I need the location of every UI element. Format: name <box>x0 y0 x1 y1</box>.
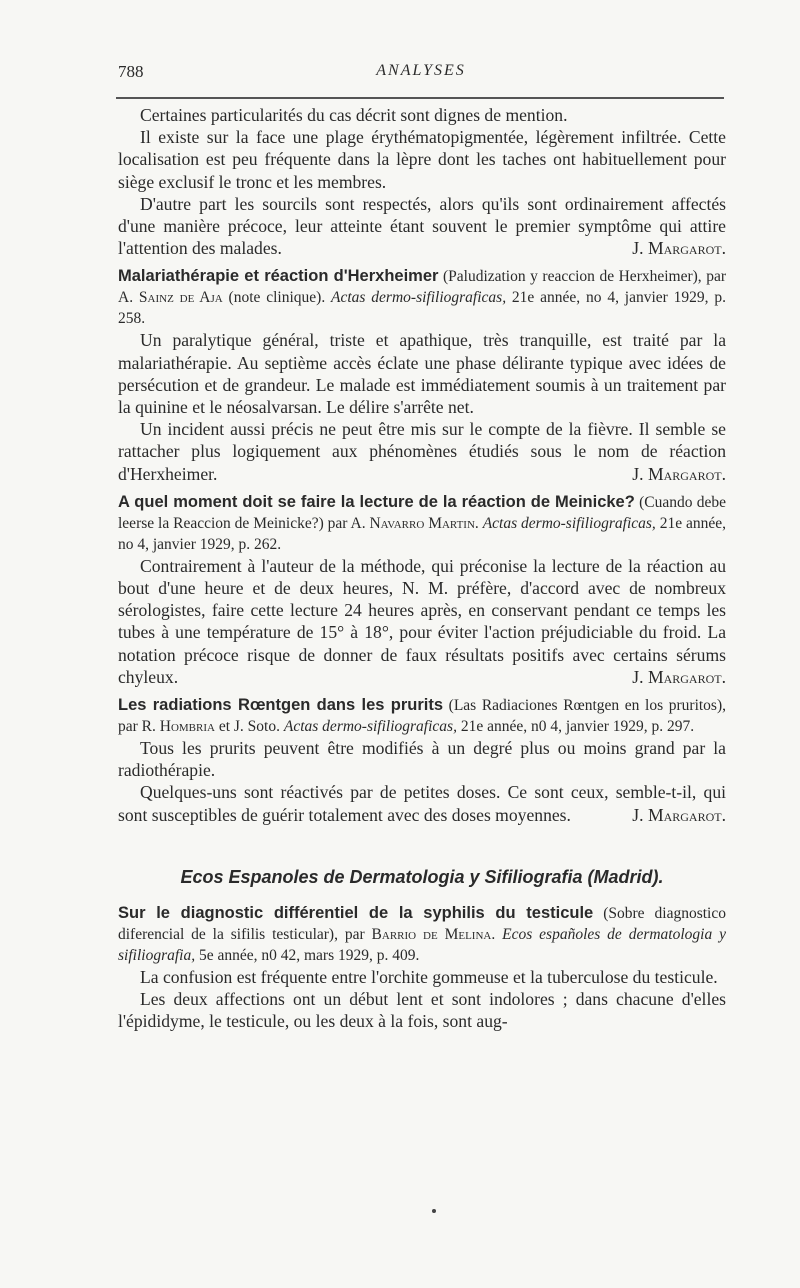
paragraph: Les deux affections ont un début lent et sont indolores ; dans chacune d'elles l'épididyme, le testicule, ou les deux à la fois, sont aug- <box>118 989 726 1032</box>
ref-text: et J. Soto. <box>214 718 284 736</box>
paragraph <box>118 781 726 825</box>
paragraph: Tous les prurits peuvent être modifiés à un degré plus ou moins grand par la radiothérapie. <box>118 738 726 781</box>
page-number: 788 <box>118 62 144 81</box>
ref-text: (Sobre diagnostico diferencial de la sifilis testicular), par <box>118 905 726 944</box>
ref-text: 21e année, n0 4, janvier 1929, p. 297. <box>456 718 695 736</box>
running-head: ANALYSES <box>376 62 466 79</box>
review-entry <box>118 492 726 688</box>
ref-text: (Cuando debe leerse la Reaccion de Meinicke?) par A. <box>118 493 727 532</box>
ref-text: (Las Radiaciones Rœntgen en los pruritos), par R. <box>118 697 727 736</box>
paragraph <box>118 418 726 485</box>
author-name: Barrio de Melina. <box>371 926 496 944</box>
header-rule <box>116 97 724 99</box>
entry-title: A quel moment doit se faire la lecture de la réaction de Meinicke? <box>118 492 635 511</box>
entry-reference <box>118 492 726 555</box>
page-header <box>118 62 724 92</box>
paragraph-text: Contrairement à l'auteur de la méthode, qui préconise la lecture de la réaction au bout d'une heure et de deux heures, N. M. préfère, d'accord avec de nombreux sérologistes, faire cette lecture 24 heures après, en conservant pendant ce temps les tubes à une température de 15° à 18°, pour éviter l'action préjudiciable du froid. La notation précoce risque de donner de faux résultats positifs avec certains sérums chyleux. <box>118 555 726 687</box>
journal-section-heading: Ecos Espanoles de Dermatologia y Sifiliografia (Madrid). <box>180 866 664 887</box>
entry-reference <box>118 903 726 966</box>
journal-name: Actas dermo-sifiliograficas, <box>283 718 457 736</box>
paragraph: La confusion est fréquente entre l'orchite gommeuse et la tuberculose du testicule. <box>140 967 718 988</box>
entry-reference <box>118 695 726 737</box>
paragraph-text: Quelques-uns sont réactivés par de petites doses. Ce sont ceux, semble-t-il, qui sont susceptibles de guérir totalement avec des doses moyennes. <box>118 782 726 825</box>
paragraph: Un paralytique général, triste et apathique, très tranquille, est traité par la malariathérapie. Au septième accès éclate une phase délirante typique avec idées de persécution et de grandeur. Le malade est immédiatement soumis à un traitement par la quinine et le néosalvarsan. Le délire s'arrête net. <box>118 330 726 418</box>
review-entry <box>118 903 726 1033</box>
ref-text: (Paludization y reaccion de Herxheimer), par A. <box>118 268 726 307</box>
entry-title: Les radiations Rœntgen dans les prurits <box>118 696 444 715</box>
author-name: Sainz de Aja <box>138 289 223 307</box>
paragraph: Certaines particularités du cas décrit sont dignes de mention. <box>140 105 568 125</box>
paragraph-text: D'autre part les sourcils sont respectés, alors qu'ils sont ordinairement affectés d'une manière précoce, leur atteinte étant souvent le premier symptôme qui attire l'attention des malades. <box>118 193 726 259</box>
review-entry <box>118 266 726 484</box>
page-mark <box>432 1209 436 1213</box>
entry-title: Malariathérapie et réaction d'Herxheimer <box>118 267 439 286</box>
paragraph-text: Un incident aussi précis ne peut être mis sur le compte de la fièvre. Il semble se rattacher plus logiquement aux phénomènes étudiés sous le nom de réaction d'Herxheimer. <box>118 419 726 484</box>
paragraph <box>118 193 726 260</box>
paragraph: Il existe sur la face une plage érythématopigmentée, légèrement infiltrée. Cette localisation est peu fréquente dans la lèpre dont les taches ont habituellement pour siège exclusif le tronc et les membres. <box>118 127 726 192</box>
signature: J. Margarot. <box>632 804 726 825</box>
paragraph <box>118 555 726 688</box>
signature: J. Margarot. <box>632 238 726 259</box>
author-name: Hombria <box>159 718 215 736</box>
ref-text: 21e année, no 4, janvier 1929, p. 262. <box>118 514 727 553</box>
entry-title: Sur le diagnostic différentiel de la syphilis du testicule <box>118 904 594 923</box>
entry-reference <box>118 266 726 329</box>
ref-text: (note clinique). <box>222 289 332 307</box>
review-entry <box>118 695 726 826</box>
ref-text: 21e année, no 4, janvier 1929, p. 258. <box>118 289 726 328</box>
ref-text: 5e année, n0 42, mars 1929, p. 409. <box>195 947 420 965</box>
author-name: Navarro Martin. <box>369 514 479 532</box>
signature: J. Margarot. <box>632 666 726 687</box>
signature: J. Margarot. <box>632 463 726 484</box>
page-body <box>118 104 726 1033</box>
journal-name: Actas dermo-sifiliograficas, <box>331 289 507 307</box>
journal-name: Ecos españoles de dermatologia y sifiliografia, <box>118 926 727 965</box>
journal-name: Actas dermo-sifiliograficas, <box>482 514 656 532</box>
